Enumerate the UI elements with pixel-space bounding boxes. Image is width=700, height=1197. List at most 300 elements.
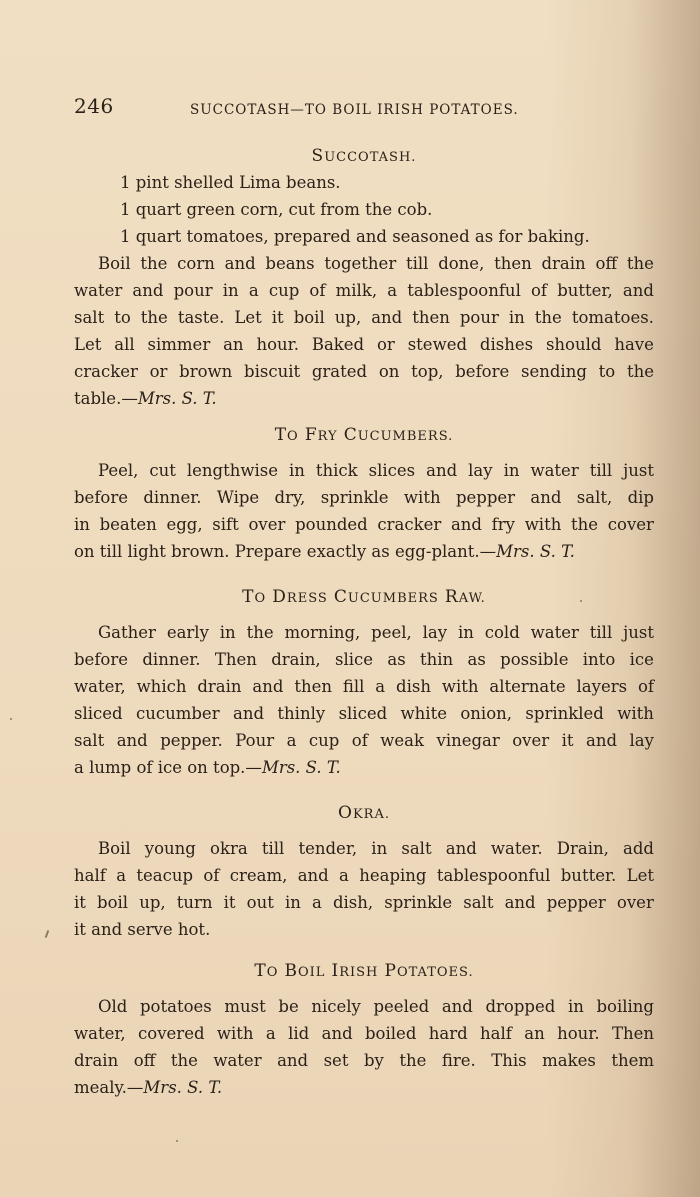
word: salt (463, 893, 494, 912)
word: and (371, 308, 403, 327)
word: and (252, 677, 284, 696)
word: hour. (557, 1024, 600, 1043)
word: dinner. (142, 650, 201, 669)
word: slice (335, 650, 374, 669)
word: butter, (557, 281, 613, 300)
word: the (626, 362, 654, 381)
body-line-last (74, 385, 654, 412)
word: dish (396, 677, 431, 696)
page-body (74, 142, 654, 1101)
title-rest: KRA. (352, 807, 390, 822)
word: in (284, 893, 301, 912)
signature: Mrs. S. T. (496, 542, 575, 561)
word: tomatoes. (571, 308, 654, 327)
title-initial: F (304, 425, 318, 445)
body-line (74, 250, 654, 277)
word: thin (420, 650, 454, 669)
title-rest: O (287, 429, 299, 444)
title-rest: O (254, 591, 267, 606)
word: sliced (338, 704, 388, 723)
word: simmer (147, 335, 211, 354)
word: and (321, 1024, 353, 1043)
word: done, (438, 254, 485, 273)
word: up, (334, 308, 362, 327)
word: grated (311, 362, 368, 381)
word: Let (626, 866, 654, 885)
word: before (455, 362, 510, 381)
word: teacup (136, 866, 194, 885)
word: then (294, 677, 332, 696)
word: and (224, 254, 256, 273)
word: have (614, 335, 654, 354)
word: a (248, 281, 259, 300)
word: cut (149, 461, 176, 480)
title-initial: R (444, 587, 459, 607)
word: before (74, 650, 129, 669)
word: lengthwise (186, 461, 279, 480)
section-title-succotash (74, 142, 654, 169)
word: Peel, (98, 461, 139, 480)
word: makes (542, 1051, 596, 1070)
word: dip (627, 488, 654, 507)
body-line (74, 304, 654, 331)
word: boiling (596, 997, 654, 1016)
spacer (74, 781, 654, 799)
title-rest: O (266, 965, 279, 980)
word: and (530, 488, 562, 507)
word: pepper. (160, 731, 223, 750)
word: of (203, 866, 220, 885)
word: and (450, 515, 482, 534)
word: up, (139, 893, 166, 912)
body-line-last: it and serve hot. (74, 920, 211, 939)
word: and (297, 866, 329, 885)
word: over (616, 893, 654, 912)
body-line (74, 331, 654, 358)
spacer (74, 943, 654, 957)
word: salt (401, 839, 432, 858)
body-text: mealy.— (74, 1078, 144, 1097)
word: which (136, 677, 187, 696)
word: then (412, 308, 450, 327)
word: with (216, 1024, 254, 1043)
word: in (508, 308, 525, 327)
word: with (441, 677, 479, 696)
title-initial: C (343, 425, 358, 445)
body-line (74, 358, 654, 385)
word: top, (411, 362, 444, 381)
word: peeled (373, 997, 430, 1016)
word: off (133, 1051, 156, 1070)
word: with (617, 704, 654, 723)
word: brown (179, 362, 233, 381)
word: beaten (99, 515, 157, 534)
page-number: 246 (74, 94, 114, 118)
word: in (219, 623, 236, 642)
ingredient-line: 1 quart tomatoes, prepared and seasoned as for baking. (120, 227, 590, 246)
title-rest: UCCOTASH. (324, 150, 417, 165)
word: a (312, 893, 322, 912)
word: and (426, 461, 458, 480)
body-line-last (74, 538, 654, 565)
body-text: a lump of ice on top.— (74, 758, 262, 777)
title-rest: OIL (297, 965, 326, 980)
title-initial: T (254, 961, 267, 981)
word: in (222, 281, 239, 300)
word: Boil (98, 254, 131, 273)
ingredient-line: 1 pint shelled Lima beans. (120, 173, 341, 192)
word: early (166, 623, 209, 642)
paper-speck (10, 718, 12, 720)
word: it (561, 731, 574, 750)
word: an (223, 335, 244, 354)
word: them (611, 1051, 654, 1070)
word: Then (611, 1024, 654, 1043)
word: potatoes (140, 997, 212, 1016)
word: tablespoonful (407, 281, 521, 300)
word: biscuit (244, 362, 301, 381)
word: the (399, 1051, 427, 1070)
word: dishes (479, 335, 534, 354)
word: turn (176, 893, 213, 912)
title-rest: RESS (286, 591, 328, 606)
word: the (571, 515, 599, 534)
word: pour (173, 281, 213, 300)
word: possible (500, 650, 569, 669)
body-line (74, 993, 654, 1020)
body-line (74, 835, 654, 862)
word: it (271, 308, 284, 327)
word: fire. (441, 1051, 476, 1070)
word: tablespoonful (436, 866, 551, 885)
body-line-last (74, 754, 654, 781)
word: water (530, 461, 579, 480)
section-title-dress-cucumbers (74, 583, 654, 610)
word: the (170, 1051, 198, 1070)
word: and (232, 704, 265, 723)
word: stewed (407, 335, 468, 354)
word: pounded (295, 515, 368, 534)
word: the (140, 308, 168, 327)
word: Then (214, 650, 257, 669)
body-line (74, 673, 654, 700)
word: corn (177, 254, 215, 273)
word: Gather (98, 623, 156, 642)
title-initial: T (274, 425, 288, 445)
word: till (589, 461, 613, 480)
word: of (309, 281, 326, 300)
word: cream, (229, 866, 288, 885)
word: sliced (74, 704, 123, 723)
word: must (224, 997, 266, 1016)
word: and (441, 997, 473, 1016)
word: fry (491, 515, 515, 534)
word: and (622, 281, 654, 300)
word: a (286, 731, 297, 750)
word: just (623, 461, 654, 480)
body-line (74, 457, 654, 484)
word: sift (212, 515, 239, 534)
body-text: table.— (74, 389, 138, 408)
word: and (586, 731, 618, 750)
word: sprinkle (320, 488, 389, 507)
spacer (74, 610, 654, 619)
word: by (363, 1051, 384, 1070)
word: slices (368, 461, 416, 480)
word: in (289, 461, 305, 480)
word: then (494, 254, 532, 273)
word: dinner. (143, 488, 202, 507)
title-initial: T (242, 587, 255, 607)
page-header (74, 94, 556, 120)
word: and (277, 1051, 309, 1070)
word: sending (521, 362, 587, 381)
word: sprinkled (525, 704, 604, 723)
title-rest: AW. (458, 591, 486, 606)
word: set (323, 1051, 349, 1070)
word: lay (468, 461, 493, 480)
word: cup (308, 731, 340, 750)
word: Boil (98, 839, 131, 858)
word: just (623, 623, 654, 642)
spacer (74, 448, 654, 457)
word: as (387, 650, 406, 669)
word: hard (428, 1024, 468, 1043)
word: lay (629, 731, 654, 750)
word: fill (342, 677, 365, 696)
word: alternate (489, 677, 566, 696)
word: of (531, 281, 548, 300)
word: the (534, 308, 562, 327)
word: salt (74, 308, 105, 327)
body-line (74, 1047, 654, 1074)
word: thick (315, 461, 358, 480)
word: Old (98, 997, 128, 1016)
word: and (116, 731, 148, 750)
word: covered (138, 1024, 205, 1043)
word: dropped (485, 997, 556, 1016)
body-line (74, 619, 654, 646)
word: a (375, 677, 386, 696)
word: it (74, 893, 86, 912)
word: This (491, 1051, 527, 1070)
word: onion, (460, 704, 513, 723)
word: water, (74, 677, 126, 696)
word: and (445, 839, 477, 858)
title-initial: S (311, 146, 325, 166)
word: okra (210, 839, 248, 858)
title-initial: B (284, 961, 298, 981)
word: cracker (377, 515, 442, 534)
word: milk, (335, 281, 378, 300)
word: a (387, 281, 398, 300)
word: together (324, 254, 397, 273)
word: should (545, 335, 602, 354)
word: cracker (74, 362, 138, 381)
title-initial: C (333, 587, 348, 607)
word: till (261, 839, 285, 858)
word: salt, (576, 488, 613, 507)
word: lid (288, 1024, 310, 1043)
word: water (213, 1051, 262, 1070)
body-line (74, 1020, 654, 1047)
word: add (623, 839, 654, 858)
word: of (351, 731, 368, 750)
title-initial: P (384, 961, 397, 981)
word: in (371, 839, 388, 858)
paper-speck (580, 600, 582, 602)
word: into (582, 650, 616, 669)
word: in (567, 997, 584, 1016)
word: Let (234, 308, 262, 327)
word: cucumber (135, 704, 220, 723)
word: boil (293, 308, 325, 327)
word: Baked (311, 335, 365, 354)
word: till (405, 254, 429, 273)
word: off (595, 254, 618, 273)
word: weak (380, 731, 425, 750)
ingredient-line: 1 quart green corn, cut from the cob. (120, 200, 433, 219)
word: it (223, 893, 236, 912)
word: half (480, 1024, 512, 1043)
body-line (74, 511, 654, 538)
word: in (457, 623, 474, 642)
word: sprinkle (384, 893, 453, 912)
paper-speck (45, 930, 50, 938)
word: or (377, 335, 395, 354)
word: egg, (166, 515, 203, 534)
word: to (598, 362, 616, 381)
word: the (626, 254, 654, 273)
word: water (530, 623, 579, 642)
word: beans (265, 254, 315, 273)
section-title-okra (74, 799, 654, 826)
spacer (74, 984, 654, 993)
word: all (114, 335, 135, 354)
word: water. (490, 839, 543, 858)
body-line-last (74, 1074, 654, 1101)
word: hour. (256, 335, 299, 354)
word: drain (74, 1051, 119, 1070)
word: boil (97, 893, 129, 912)
word: with (524, 515, 562, 534)
word: dry, (274, 488, 306, 507)
word: water (74, 281, 123, 300)
body-line (74, 727, 654, 754)
title-initial: I (331, 961, 340, 981)
word: the (140, 254, 168, 273)
signature: Mrs. S. T. (137, 389, 217, 408)
word: pepper (546, 893, 606, 912)
title-rest: UCUMBERS (347, 591, 439, 606)
word: ice (629, 650, 654, 669)
spacer (74, 565, 654, 583)
spacer (74, 412, 654, 421)
section-title-fry-cucumbers (74, 421, 654, 448)
word: drain, (271, 650, 321, 669)
word: young (144, 839, 196, 858)
signature: Mrs. S. T. (143, 1078, 223, 1097)
paper-speck (176, 1140, 178, 1142)
word: cold (484, 623, 520, 642)
word: Drain, (556, 839, 609, 858)
word: the (246, 623, 274, 642)
word: before (74, 488, 129, 507)
word: Pour (235, 731, 275, 750)
word: till (589, 623, 613, 642)
word: vinegar (436, 731, 500, 750)
word: dish, (332, 893, 374, 912)
word: drain (541, 254, 586, 273)
body-text: on till light brown. Prepare exactly as egg-plant.— (74, 542, 497, 561)
word: pour (459, 308, 499, 327)
body-line (74, 862, 654, 889)
title-rest: OTATOES. (396, 965, 474, 980)
word: taste. (177, 308, 225, 327)
word: layers (576, 677, 628, 696)
word: in (503, 461, 520, 480)
body-line (74, 889, 654, 916)
word: thinly (277, 704, 326, 723)
word: lay (422, 623, 448, 642)
word: and (504, 893, 536, 912)
title-initial: D (272, 587, 287, 607)
word: a (339, 866, 349, 885)
word: half (74, 866, 106, 885)
body-line (74, 484, 654, 511)
word: Wipe (216, 488, 260, 507)
word: boiled (365, 1024, 417, 1043)
word: water, (74, 1024, 126, 1043)
body-line (74, 277, 654, 304)
word: to (114, 308, 131, 327)
word: of (637, 677, 654, 696)
word: peel, (371, 623, 412, 642)
word: tender, (298, 839, 358, 858)
word: Let (74, 335, 102, 354)
title-rest: RISH (339, 965, 379, 980)
word: cover (607, 515, 654, 534)
word: salt (74, 731, 105, 750)
running-head: SUCCOTASH—TO BOIL IRISH POTATOES. (190, 102, 519, 118)
word: butter. (560, 866, 617, 885)
word: heaping (359, 866, 427, 885)
spacer (74, 826, 654, 835)
body-line (74, 700, 654, 727)
title-initial: O (338, 803, 353, 823)
word: an (524, 1024, 545, 1043)
signature: Mrs. S. T. (261, 758, 341, 777)
word: nicely (311, 997, 361, 1016)
word: white (400, 704, 447, 723)
word: cup (268, 281, 300, 300)
word: on (378, 362, 400, 381)
section-title-irish-potatoes (74, 957, 654, 984)
title-rest: RY (317, 429, 338, 444)
body-line (74, 646, 654, 673)
word: in (74, 515, 90, 534)
word: a (116, 866, 127, 885)
word: pepper (455, 488, 516, 507)
word: morning, (284, 623, 361, 642)
word: and (132, 281, 164, 300)
word: drain (197, 677, 242, 696)
word: or (149, 362, 168, 381)
word: out (246, 893, 274, 912)
word: over (248, 515, 286, 534)
word: over (512, 731, 550, 750)
title-rest: UCUMBERS. (357, 429, 454, 444)
